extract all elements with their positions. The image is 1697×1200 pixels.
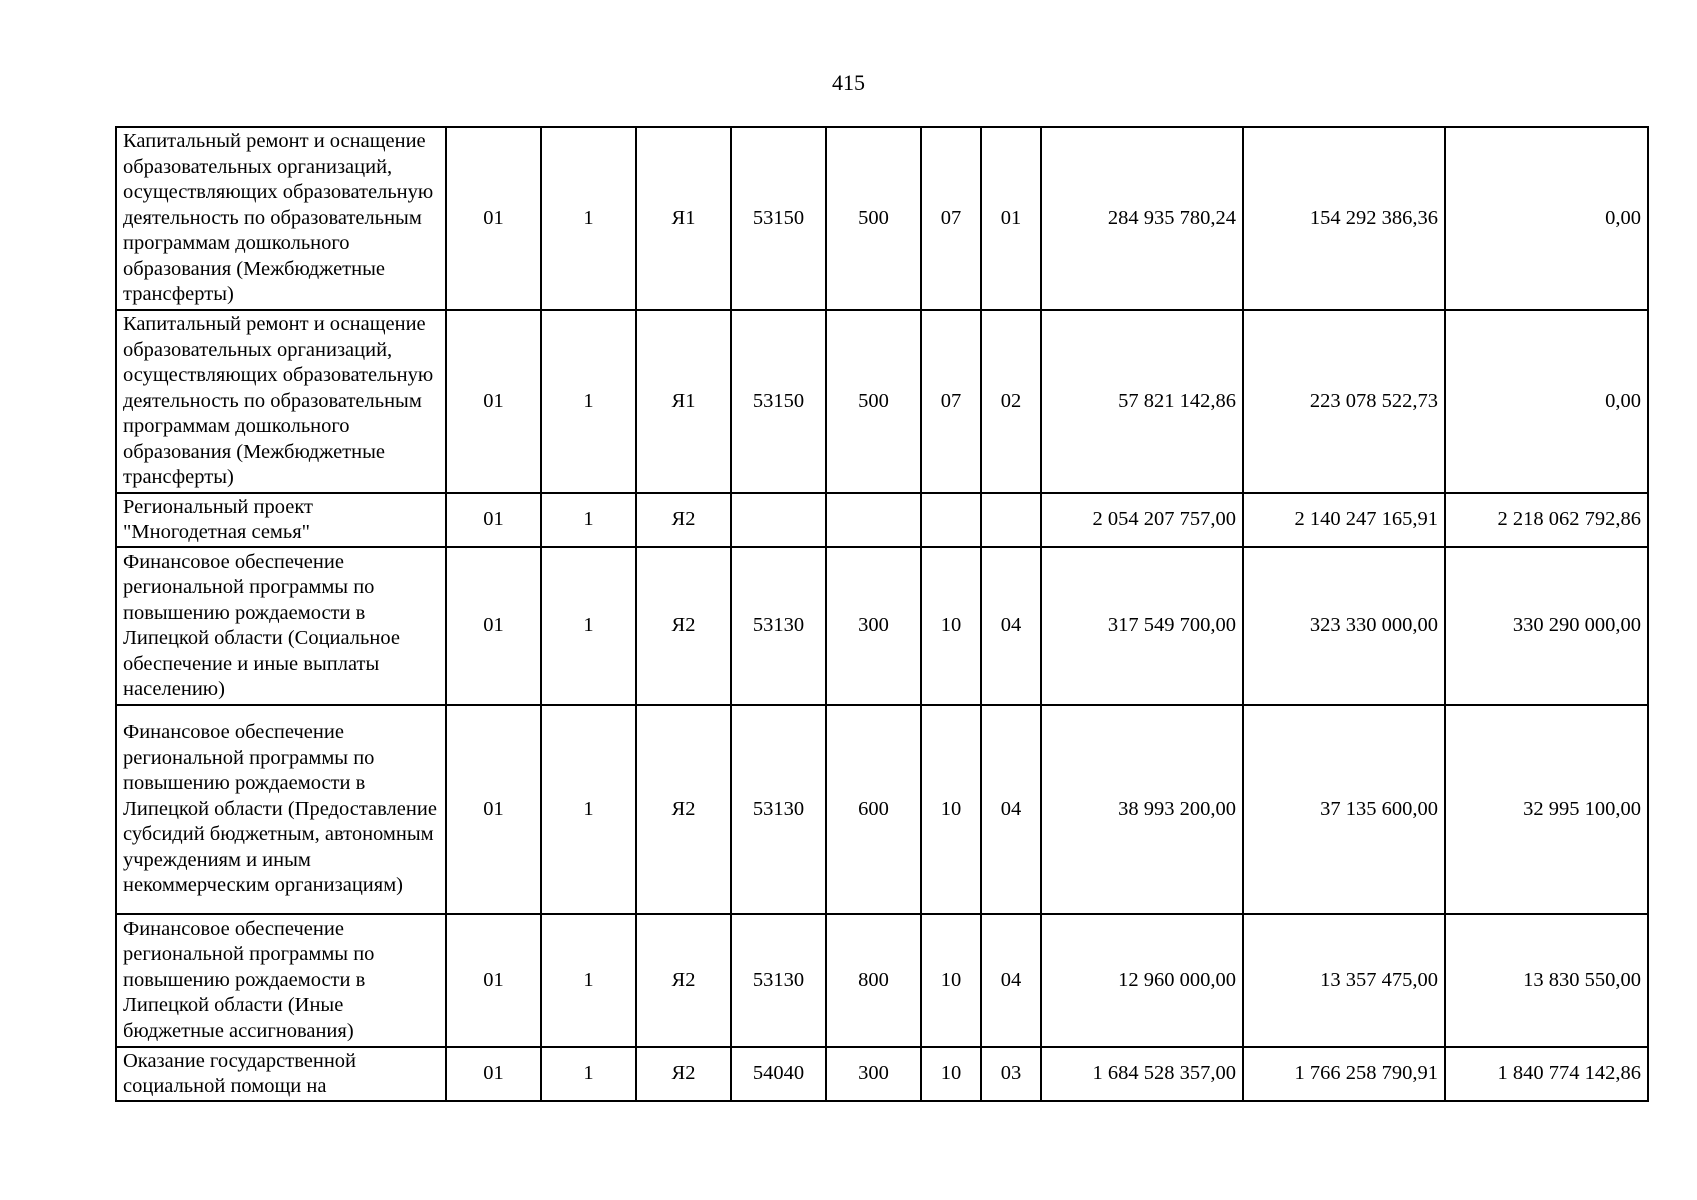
subprogram-code-cell: 1: [541, 127, 636, 310]
subsection-cell: 02: [981, 310, 1041, 493]
row-name-cell: Региональный проект "Многодетная семья": [116, 493, 446, 547]
amount-year-2-cell: 1 766 258 790,91: [1243, 1047, 1445, 1101]
amount-year-1-cell: 57 821 142,86: [1041, 310, 1243, 493]
project-code-cell: Я2: [636, 1047, 731, 1101]
amount-year-2-cell: 13 357 475,00: [1243, 914, 1445, 1047]
amount-year-2-cell: 323 330 000,00: [1243, 547, 1445, 705]
amount-year-3-cell: 32 995 100,00: [1445, 705, 1648, 914]
subsection-cell: [981, 493, 1041, 547]
amount-year-1-cell: 38 993 200,00: [1041, 705, 1243, 914]
table-row: [116, 127, 1648, 310]
project-code-cell: Я2: [636, 914, 731, 1047]
amount-year-3-cell: 330 290 000,00: [1445, 547, 1648, 705]
row-name-cell: Оказание государственной социальной помощи на: [116, 1047, 446, 1101]
section-cell: 07: [921, 127, 981, 310]
project-code-cell: Я2: [636, 493, 731, 547]
expense-type-cell: [826, 493, 921, 547]
direction-code-cell: 54040: [731, 1047, 826, 1101]
table-row: [116, 705, 1648, 914]
program-code-cell: 01: [446, 127, 541, 310]
subprogram-code-cell: 1: [541, 493, 636, 547]
section-cell: [921, 493, 981, 547]
page-number: 415: [832, 70, 865, 95]
expense-type-cell: 800: [826, 914, 921, 1047]
project-code-cell: Я1: [636, 310, 731, 493]
program-code-cell: 01: [446, 310, 541, 493]
section-cell: 10: [921, 547, 981, 705]
amount-year-3-cell: 13 830 550,00: [1445, 914, 1648, 1047]
amount-year-2-cell: 37 135 600,00: [1243, 705, 1445, 914]
project-code-cell: Я1: [636, 127, 731, 310]
table-body: [116, 127, 1648, 1101]
amount-year-2-cell: 223 078 522,73: [1243, 310, 1445, 493]
amount-year-1-cell: 317 549 700,00: [1041, 547, 1243, 705]
expense-type-cell: 500: [826, 310, 921, 493]
section-cell: 07: [921, 310, 981, 493]
project-code-cell: Я2: [636, 705, 731, 914]
section-cell: 10: [921, 914, 981, 1047]
table-row: [116, 1047, 1648, 1101]
expense-type-cell: 500: [826, 127, 921, 310]
row-name-cell: Капитальный ремонт и оснащение образовательных организаций, осуществляющих образовательную деятельность по образовательным программам дошкольного образования (Межбюджетные трансферты): [116, 127, 446, 310]
direction-code-cell: 53150: [731, 127, 826, 310]
program-code-cell: 01: [446, 705, 541, 914]
table-row: [116, 310, 1648, 493]
subsection-cell: 04: [981, 914, 1041, 1047]
subprogram-code-cell: 1: [541, 310, 636, 493]
program-code-cell: 01: [446, 547, 541, 705]
amount-year-1-cell: 1 684 528 357,00: [1041, 1047, 1243, 1101]
direction-code-cell: [731, 493, 826, 547]
subprogram-code-cell: 1: [541, 547, 636, 705]
amount-year-3-cell: 2 218 062 792,86: [1445, 493, 1648, 547]
program-code-cell: 01: [446, 1047, 541, 1101]
table-row: [116, 547, 1648, 705]
amount-year-1-cell: 2 054 207 757,00: [1041, 493, 1243, 547]
amount-year-3-cell: 0,00: [1445, 127, 1648, 310]
program-code-cell: 01: [446, 493, 541, 547]
amount-year-1-cell: 284 935 780,24: [1041, 127, 1243, 310]
expense-type-cell: 600: [826, 705, 921, 914]
expense-type-cell: 300: [826, 547, 921, 705]
direction-code-cell: 53150: [731, 310, 826, 493]
subsection-cell: 04: [981, 705, 1041, 914]
subsection-cell: 04: [981, 547, 1041, 705]
row-name-cell: Финансовое обеспечение региональной программы по повышению рождаемости в Липецкой области (Предоставление субсидий бюджетным, автономным учреждениям и иным некоммерческим организациям): [116, 705, 446, 914]
direction-code-cell: 53130: [731, 547, 826, 705]
amount-year-3-cell: 0,00: [1445, 310, 1648, 493]
direction-code-cell: 53130: [731, 914, 826, 1047]
section-cell: 10: [921, 705, 981, 914]
amount-year-3-cell: 1 840 774 142,86: [1445, 1047, 1648, 1101]
project-code-cell: Я2: [636, 547, 731, 705]
program-code-cell: 01: [446, 914, 541, 1047]
section-cell: 10: [921, 1047, 981, 1101]
budget-table: [115, 126, 1649, 1102]
subprogram-code-cell: 1: [541, 914, 636, 1047]
amount-year-2-cell: 2 140 247 165,91: [1243, 493, 1445, 547]
table-row: [116, 493, 1648, 547]
direction-code-cell: 53130: [731, 705, 826, 914]
row-name-cell: Капитальный ремонт и оснащение образовательных организаций, осуществляющих образовательную деятельность по образовательным программам дошкольного образования (Межбюджетные трансферты): [116, 310, 446, 493]
row-name-cell: Финансовое обеспечение региональной программы по повышению рождаемости в Липецкой области (Социальное обеспечение и иные выплаты населению): [116, 547, 446, 705]
amount-year-1-cell: 12 960 000,00: [1041, 914, 1243, 1047]
expense-type-cell: 300: [826, 1047, 921, 1101]
table-row: [116, 914, 1648, 1047]
subprogram-code-cell: 1: [541, 1047, 636, 1101]
subsection-cell: 03: [981, 1047, 1041, 1101]
row-name-cell: Финансовое обеспечение региональной программы по повышению рождаемости в Липецкой области (Иные бюджетные ассигнования): [116, 914, 446, 1047]
amount-year-2-cell: 154 292 386,36: [1243, 127, 1445, 310]
subprogram-code-cell: 1: [541, 705, 636, 914]
subsection-cell: 01: [981, 127, 1041, 310]
